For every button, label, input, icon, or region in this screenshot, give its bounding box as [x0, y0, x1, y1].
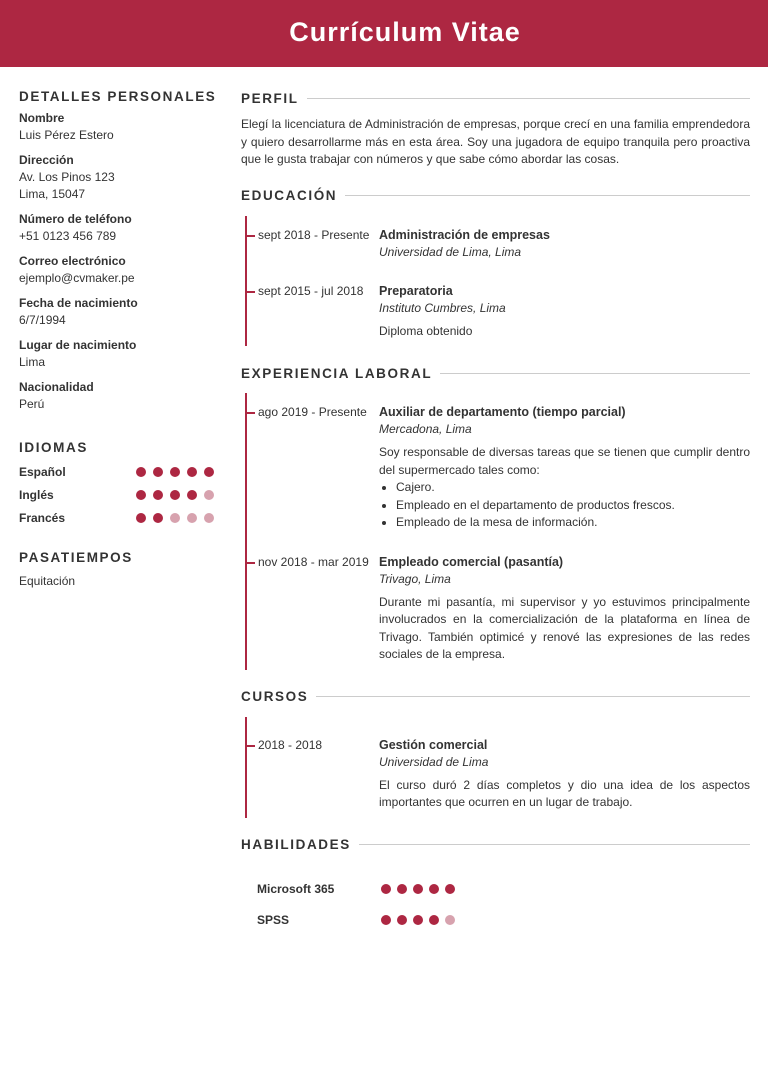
level-dot-filled: [381, 915, 391, 925]
entry-organization: Universidad de Lima, Lima: [379, 244, 522, 259]
entry-bullet: • Cajero.: [396, 479, 750, 497]
entry-bullet: • Empleado en el departamento de productos frescos.: [396, 497, 750, 515]
level-dots: [136, 461, 221, 477]
hobbies-heading: PASATIEMPOS: [19, 550, 133, 565]
level-dot-empty: [170, 513, 180, 523]
detail-value: Luis Pérez Estero: [19, 128, 114, 142]
entry-date: 2018 - 2018: [258, 737, 323, 752]
skill-name: SPSS: [257, 912, 290, 927]
entry-description: Soy responsable de diversas tareas que se tienen que cumplir dentro del supermercado tales como:: [379, 445, 750, 477]
page-title: Currículum Vitae: [289, 17, 521, 47]
entry-date: nov 2018 - mar 2019: [258, 554, 369, 569]
courses-timeline: [245, 717, 750, 818]
entry-date: ago 2019 - Presente: [258, 405, 367, 419]
entry-body: [379, 554, 750, 664]
entry-organization: Instituto Cumbres, Lima: [379, 300, 506, 315]
timeline-end: [247, 664, 750, 670]
detail-value: +51 0123 456 789: [19, 229, 117, 243]
language-name: Inglés: [19, 488, 54, 502]
main-column: [241, 89, 750, 936]
profile-text: Elegí la licenciatura de Administración de empresas, porque crecí en una familia emprendedora y quiero desarrollarme más en esta área. Soy una jugadora de equipo tranquila pero proactiva que le gusta trabajar con números y que sabe cómo abordar las cosas.: [241, 117, 750, 166]
skills-heading: HABILIDADES: [241, 836, 750, 854]
experience-timeline: [245, 393, 750, 670]
timeline-entry: [247, 393, 750, 532]
detail-label: Nombre: [19, 111, 65, 125]
skill-row: [257, 905, 750, 936]
education-timeline: [245, 216, 750, 347]
entry-organization: Universidad de Lima: [379, 754, 489, 769]
entry-date: sept 2015 - jul 2018: [258, 283, 364, 298]
timeline-entry: [247, 261, 750, 341]
personal-details-list: [19, 110, 219, 413]
entry-title: Empleado comercial (pasantía): [379, 554, 564, 569]
language-name: Español: [19, 465, 66, 479]
level-dot-filled: [429, 915, 439, 925]
level-dots: [136, 484, 221, 500]
level-dot-filled: [187, 490, 197, 500]
detail-label: Nacionalidad: [19, 380, 94, 394]
entry-description: El curso duró 2 días completos y dio una idea de los aspectos importantes que ocurren en un lugar de trabajo.: [379, 777, 750, 809]
skill-row: [257, 874, 750, 905]
level-dot-empty: [204, 513, 214, 523]
level-dot-filled: [381, 884, 391, 894]
detail-label: Lugar de nacimiento: [19, 338, 137, 352]
personal-details-heading: DETALLES PERSONALES: [19, 89, 217, 104]
detail-label: Dirección: [19, 153, 74, 167]
entry-title: Auxiliar de departamento (tiempo parcial): [379, 405, 626, 419]
hobbies-list: [19, 573, 219, 590]
level-dot-filled: [445, 884, 455, 894]
timeline-tick: [245, 412, 255, 414]
timeline-tick: [245, 291, 255, 293]
profile-heading: PERFIL: [241, 89, 750, 107]
level-dot-filled: [136, 467, 146, 477]
entry-bullet: • Empleado de la mesa de información.: [396, 514, 750, 532]
experience-heading: EXPERIENCIA LABORAL: [241, 364, 750, 382]
entry-bullet-list: [379, 479, 750, 532]
entry-organization: Mercadona, Lima: [379, 422, 472, 436]
language-name: Francés: [19, 511, 66, 525]
level-dot-filled: [153, 467, 163, 477]
detail-value: 6/7/1994: [19, 313, 66, 327]
language-row: [19, 484, 219, 507]
level-dots: [136, 507, 221, 523]
detail-value: ejemplo@cvmaker.pe: [19, 271, 135, 285]
entry-description: Durante mi pasantía, mi supervisor y yo estuvimos principalmente involucrados en la comercialización de la plataforma en línea de Trivago. También optimicé y renové las expresiones de las redes sociales de la empresa.: [379, 594, 750, 661]
level-dot-filled: [170, 467, 180, 477]
detail-label: Fecha de nacimiento: [19, 296, 138, 310]
timeline-tick: [245, 562, 255, 564]
entry-title: Preparatoria: [379, 283, 453, 298]
entry-organization: Trivago, Lima: [379, 571, 451, 586]
level-dot-empty: [204, 490, 214, 500]
languages-list: [19, 461, 219, 530]
detail-label: Número de teléfono: [19, 212, 132, 226]
level-dots: [381, 905, 461, 925]
level-dot-filled: [153, 513, 163, 523]
level-dot-filled: [170, 490, 180, 500]
courses-heading: CURSOS: [241, 688, 750, 706]
timeline-entry: [247, 216, 750, 261]
education-heading: EDUCACIÓN: [241, 187, 750, 205]
level-dot-empty: [187, 513, 197, 523]
entry-title: Administración de empresas: [379, 227, 550, 242]
timeline-tick: [245, 235, 255, 237]
detail-value: Lima, 15047: [19, 187, 86, 201]
skills-list: [241, 874, 750, 936]
entry-body: [379, 737, 750, 812]
skill-name: Microsoft 365: [257, 881, 335, 896]
timeline-end: [247, 812, 750, 818]
level-dot-filled: [136, 513, 146, 523]
header-banner: [0, 0, 768, 67]
timeline-entry: [247, 532, 750, 664]
entry-body: [379, 404, 750, 532]
timeline-end: [247, 340, 750, 346]
level-dot-filled: [397, 915, 407, 925]
entry-date: sept 2018 - Presente: [258, 227, 370, 242]
detail-value: Lima: [19, 355, 46, 369]
hobby-item: Equitación: [19, 574, 76, 588]
level-dot-filled: [429, 884, 439, 894]
level-dots: [381, 874, 461, 894]
entry-body: [379, 227, 750, 261]
level-dot-filled: [136, 490, 146, 500]
level-dot-filled: [397, 884, 407, 894]
level-dot-filled: [413, 915, 423, 925]
entry-body: [379, 283, 750, 341]
detail-value: Perú: [19, 397, 45, 411]
level-dot-filled: [153, 490, 163, 500]
level-dot-filled: [413, 884, 423, 894]
language-row: [19, 461, 219, 484]
level-dot-empty: [445, 915, 455, 925]
timeline-tick: [245, 745, 255, 747]
languages-heading: IDIOMAS: [19, 440, 88, 455]
language-row: [19, 507, 219, 530]
left-column: [19, 89, 219, 590]
timeline-entry: [247, 717, 750, 812]
entry-title: Gestión comercial: [379, 737, 488, 752]
detail-value: Av. Los Pinos 123: [19, 170, 115, 184]
level-dot-filled: [187, 467, 197, 477]
entry-description: Diploma obtenido: [379, 323, 473, 338]
detail-label: Correo electrónico: [19, 254, 126, 268]
level-dot-filled: [204, 467, 214, 477]
